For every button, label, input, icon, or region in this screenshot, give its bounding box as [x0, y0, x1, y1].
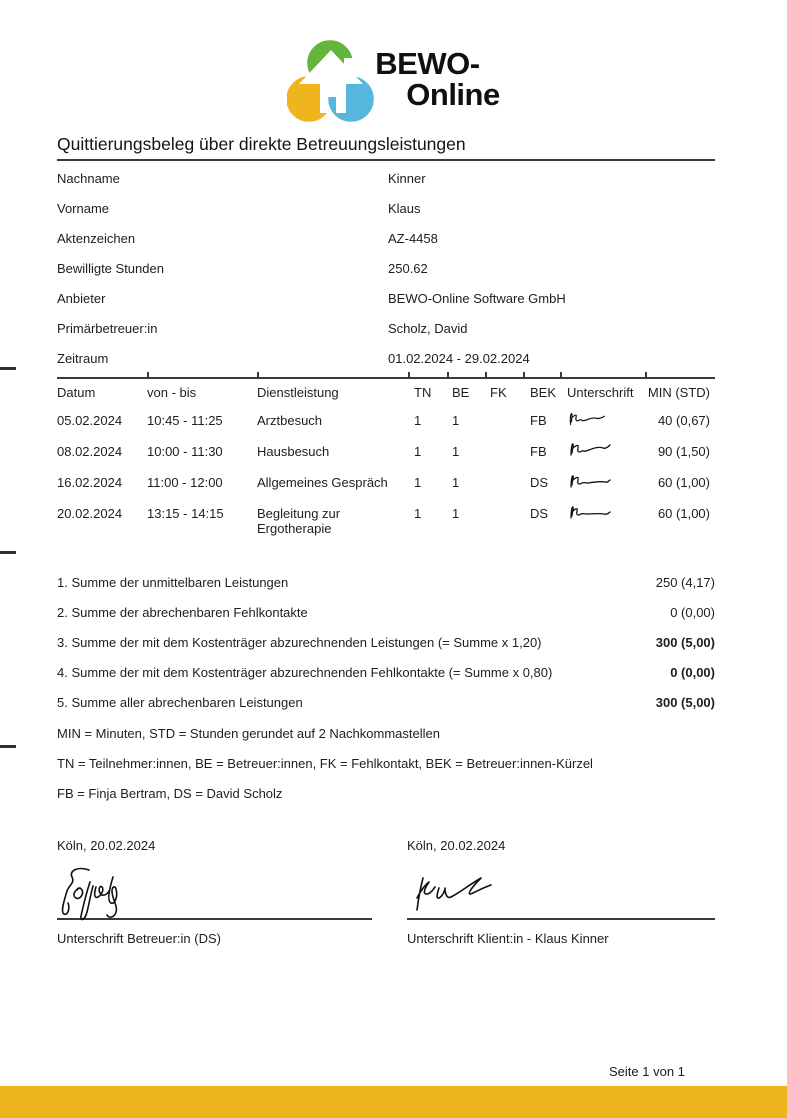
summary-row: [57, 567, 715, 597]
field-anbieter: [57, 283, 715, 313]
cell-bek: DS: [530, 506, 549, 521]
field-value: Kinner: [388, 170, 426, 186]
summary-value: 300 (5,00): [655, 694, 715, 710]
cell-bek: FB: [530, 413, 547, 428]
field-vorname: [57, 193, 715, 223]
row-signature-icon: [560, 467, 645, 494]
page-number: Seite 1 von 1: [609, 1064, 685, 1079]
field-label: Bewilligte Stunden: [57, 260, 164, 276]
cell-min-std: 60 (1,00): [657, 506, 710, 521]
field-value: Klaus: [388, 200, 421, 216]
summary-label: 5. Summe aller abrechenbaren Leistungen: [57, 694, 303, 710]
field-label: Vorname: [57, 200, 110, 216]
footnotes: [57, 718, 715, 808]
field-zeitraum: [57, 343, 715, 373]
cell-be: 1: [452, 475, 460, 490]
cell-min-std: 40 (0,67): [657, 413, 710, 428]
cell-von-bis: 10:00 - 11:30: [147, 444, 223, 459]
punch-hole-mark: [0, 551, 16, 554]
field-nachname: [57, 163, 715, 193]
betreuer-signature-label: Unterschrift Betreuer:in (DS): [57, 931, 221, 946]
summary-value: 0 (0,00): [670, 664, 715, 680]
fold-mark: [0, 367, 16, 370]
klient-signature-block: [407, 838, 715, 946]
field-value: 01.02.2024 - 29.02.2024: [388, 350, 530, 366]
col-header-be: BE: [452, 384, 470, 400]
summary-row: [57, 657, 715, 687]
footnote: TN = Teilnehmer:innen, BE = Betreuer:innen, FK = Fehlkontakt, BEK = Betreuer:innen-Kürzel: [57, 755, 593, 771]
cell-be: 1: [452, 444, 460, 459]
cell-von-bis: 11:00 - 12:00: [147, 475, 223, 490]
cell-fk: [485, 405, 523, 413]
footnote: MIN = Minuten, STD = Stunden gerundet auf 2 Nachkommastellen: [57, 725, 440, 741]
logo-line2: Online: [406, 77, 500, 112]
cell-fk: [485, 467, 523, 475]
cell-dienstleistung: Begleitung zur Ergotherapie: [257, 506, 341, 536]
handwritten-signature-kinner-icon: [407, 872, 537, 926]
col-header-tn: TN: [414, 384, 432, 400]
cell-dienstleistung: Allgemeines Gespräch: [257, 475, 388, 490]
summary-value: 0 (0,00): [670, 604, 715, 620]
client-fields: [57, 163, 715, 373]
table-row: [57, 405, 715, 436]
col-header-bek: BEK: [530, 384, 557, 400]
summary-row: [57, 687, 715, 717]
col-header-unterschrift: Unterschrift: [567, 384, 634, 400]
cell-datum: 20.02.2024: [57, 506, 123, 521]
betreuer-signature-block: [57, 838, 372, 946]
betreuer-signature-line: [57, 854, 372, 920]
table-top-border: [57, 377, 715, 379]
field-label: Anbieter: [57, 290, 106, 306]
bewo-logo-text: [375, 48, 499, 110]
place-date: Köln, 20.02.2024: [407, 838, 506, 853]
field-label: Zeitraum: [57, 350, 109, 366]
cell-be: 1: [452, 413, 460, 428]
field-value: AZ-4458: [388, 230, 438, 246]
row-signature-icon: [560, 498, 645, 525]
col-header-dienstleistung: Dienstleistung: [257, 384, 339, 400]
cell-fk: [485, 498, 523, 506]
field-value: 250.62: [388, 260, 428, 276]
summary-row: [57, 627, 715, 657]
page-title: Quittierungsbeleg über direkte Betreuungsleistungen: [57, 134, 466, 154]
summary-row: [57, 597, 715, 627]
cell-von-bis: 10:45 - 11:25: [147, 413, 223, 428]
cell-bek: DS: [530, 475, 549, 490]
row-signature-icon: [560, 405, 645, 432]
field-primaerbetreuer: [57, 313, 715, 343]
cell-be: 1: [452, 506, 460, 521]
summary-label: 3. Summe der mit dem Kostenträger abzurechnenden Leistungen (= Summe x 1,20): [57, 634, 542, 650]
cell-datum: 16.02.2024: [57, 475, 123, 490]
cell-dienstleistung: Hausbesuch: [257, 444, 330, 459]
signature-section: [57, 838, 715, 946]
klient-signature-label: Unterschrift Klient:in - Klaus Kinner: [407, 931, 609, 946]
col-header-min-std: MIN (STD): [647, 384, 710, 400]
table-row: [57, 498, 715, 544]
cell-tn: 1: [414, 506, 422, 521]
logo-line1: BEWO-: [375, 46, 480, 81]
field-label: Primärbetreuer:in: [57, 320, 158, 336]
fold-mark: [0, 745, 16, 748]
field-bewilligte-stunden: [57, 253, 715, 283]
handwritten-signature-scholz-icon: [57, 862, 187, 926]
table-row: [57, 436, 715, 467]
col-header-von-bis: von - bis: [147, 384, 197, 400]
summary-label: 4. Summe der mit dem Kostenträger abzurechnenden Fehlkontakte (= Summe x 0,80): [57, 664, 553, 680]
title-rule: [57, 159, 715, 161]
col-header-datum: Datum: [57, 384, 96, 400]
cell-von-bis: 13:15 - 14:15: [147, 506, 224, 521]
cell-datum: 08.02.2024: [57, 444, 123, 459]
place-date: Köln, 20.02.2024: [57, 838, 156, 853]
footnote: FB = Finja Bertram, DS = David Scholz: [57, 785, 283, 801]
cell-min-std: 60 (1,00): [657, 475, 710, 490]
summary-value: 250 (4,17): [655, 574, 715, 590]
summary-label: 1. Summe der unmittelbaren Leistungen: [57, 574, 289, 590]
bewo-logo: [0, 38, 787, 126]
col-header-fk: FK: [490, 384, 507, 400]
field-label: Aktenzeichen: [57, 230, 136, 246]
klient-signature-line: [407, 854, 715, 920]
cell-datum: 05.02.2024: [57, 413, 123, 428]
row-signature-icon: [560, 436, 645, 463]
table-header-row: [57, 379, 715, 405]
field-value: Scholz, David: [388, 320, 468, 336]
summary-label: 2. Summe der abrechenbaren Fehlkontakte: [57, 604, 308, 620]
field-label: Nachname: [57, 170, 120, 186]
summary-value: 300 (5,00): [655, 634, 715, 650]
cell-bek: FB: [530, 444, 547, 459]
table-row: [57, 467, 715, 498]
footer-bar: [0, 1086, 787, 1118]
field-value: BEWO-Online Software GmbH: [388, 290, 566, 306]
cell-fk: [485, 436, 523, 444]
bewo-logo-mark-icon: [287, 38, 379, 126]
cell-tn: 1: [414, 475, 422, 490]
summary-section: [57, 567, 715, 717]
services-table: [57, 377, 715, 544]
field-aktenzeichen: [57, 223, 715, 253]
cell-dienstleistung: Arztbesuch: [257, 413, 323, 428]
cell-min-std: 90 (1,50): [657, 444, 710, 459]
cell-tn: 1: [414, 413, 422, 428]
cell-tn: 1: [414, 444, 422, 459]
